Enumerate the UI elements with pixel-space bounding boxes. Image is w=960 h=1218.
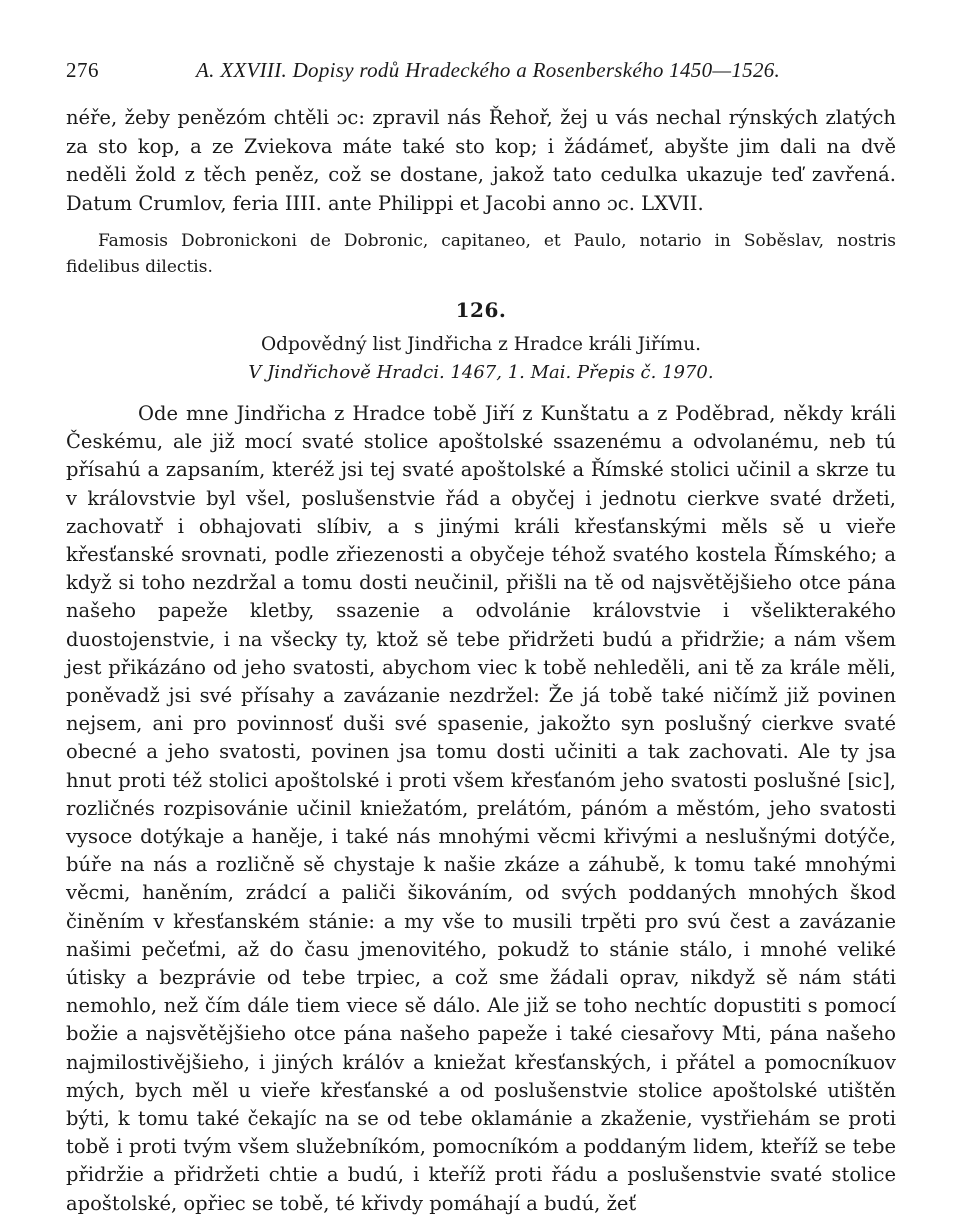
document-body: Ode mne Jindřicha z Hradce tobě Jiří z Kunštatu a z Poděbrad, někdy králi Českému, ale již mocí svaté stolice apoštolské ssazenému a odvolanému, neb tú přísahú a zapsaním, kteréž jsi tej svaté apoštolské a Římské stolici učinil a skrze tu v královstvie byl všel, poslušenstvie řád a obyčej i jednotu cierkve svaté držeti, zachovatř i obhajovati slíbiv, a s jinými králi křesťanskými měls sě u vieře křesťanské srovnati, podle zřiezenosti a obyčeje téhož svatého kostela Římského; a když si toho nezdržal a tomu dosti neučinil, přišli na tě od najsvětějšieho otce pána našeho papeže kletby, ssazenie a odvolánie královstvie i všelikterakého duostojenstvie, i na všecky ty, ktož sě tebe přidržeti budú a přidržie; a nám všem jest přikázáno od jeho svatosti, abychom viec k tobě nehleděli, ani tě za krále měli, poněvadž jsi své přísahy a zavázanie nezdržel: Že já tobě také ničímž již povinen nejsem, ani pro povinnosť duši své spasenie, jakožto syn poslušný cierkve svaté obecné a jeho svatosti, povinen jsa tomu dosti učiniti a tak zachovati. Ale ty jsa hnut proti též stolici apoštolské i proti všem křesťanóm jeho svatosti poslušné [sic], rozličnés rozpisovánie učinil kniežatóm, prelátóm, pánóm a městóm, jeho svatosti vysoce dotýkaje a haněje, i také nás mnohými věcmi křivými a neslušnými dotýče, búře na nás a rozličně sě chystaje k našie zkáze a záhubě, k tomu také mnohými věcmi, haněním, zrádcí a paliči šikováním, od svých poddaných mnohých škod činěním v křesťanském stánie: a my vše to musili trpěti pro svú čest a zavázanie našimi pečeťmi, až do času jmenovitého, pokudž to stánie stálo, i mnohé veliké útisky a bezprávie od tebe trpiec, a což sme žádali oprav, nikdyž sě nám státi nemohlo, než čím dále tiem viece sě dálo. Ale již se toho nechtíc dopustiti s pomocí božie a najsvětějšieho otce pána našeho papeže i také ciesařovy Mti, pána našeho najmilostivějšieho, i jiných králóv a kniežat křesťanských, i přátel a pomocníkuov mých, bych měl u vieře křesťanské a od poslušenstvie stolice apoštolské utištěn býti, k tomu také čekajíc na se od tebe oklamánie a zkaženie, vystřiehám se proti tobě i proti tvým všem služebníkóm, pomocníkóm a poddaným lidem, kteříž se tebe přidržie a přidržeti chtie a budú, i kteříž proti řádu a poslušenstvie svaté stolice apoštolské, opřiec se tobě, té křivdy pomáhají a budú, žeť: [66, 402, 896, 1215]
document-title: Odpovědný list Jindřicha z Hradce králi Jiřímu.: [260, 334, 702, 355]
continuation-paragraph: néře, žeby penězóm chtěli ɔc: zpravil nás Řehoř, žej u vás nechal rýnských zlatých za sto kop, a ze Zviekova máte také sto kop; i žádámeť, abyšte jim dali na dvě neděli žold z těch peněz, což se dostane, jakož tato cedulka ukazuje teď zavřená. Datum Crumlov, feria IIII. ante Philippi et Jacobi anno ɔc. LXVII.: [66, 106, 896, 215]
page-header: [66, 58, 896, 94]
running-title: A. XXVIII. Dopisy rodů Hradeckého a Rosenberského 1450—1526.: [196, 58, 781, 82]
page-number: 276: [66, 58, 99, 82]
document-number: 126.: [455, 298, 507, 322]
document-place-date: V Jindřichově Hradci. 1467, 1. Mai. Přepis č. 1970.: [248, 362, 714, 383]
address-paragraph: Famosis Dobronickoni de Dobronic, capitaneo, et Paulo, notario in Soběslav, nostris fidelibus dilectis.: [66, 231, 896, 277]
document-page: [66, 58, 896, 1218]
